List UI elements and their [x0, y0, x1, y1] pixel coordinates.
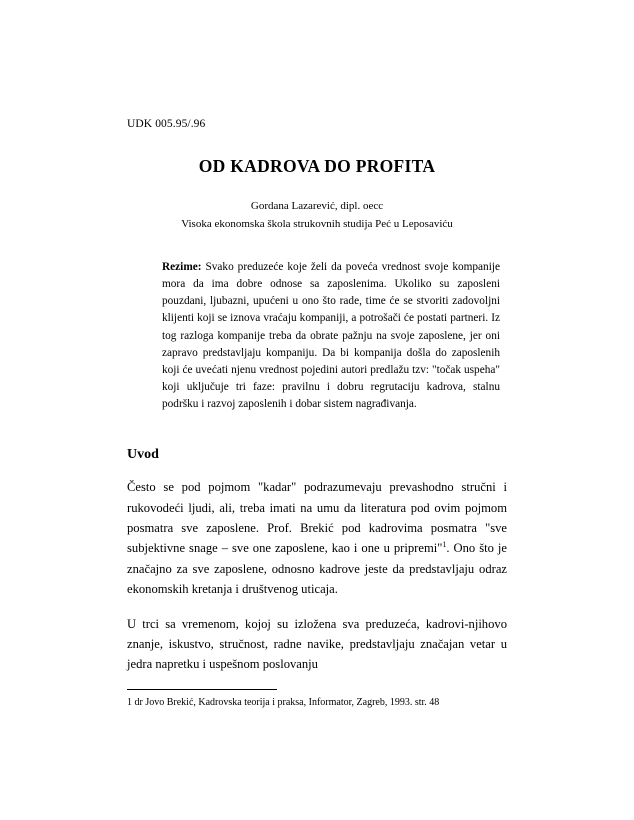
abstract-text: Svako preduzeće koje želi da poveća vrednost svoje kompanije mora da ima dobre odnose sa zaposlenima. Ukoliko su zaposleni pouzdani, ljubazni, upućeni u ono što rade, time će se stvoriti zadovoljni klijenti koji se iznova vraćaju kompaniji, a potrošači će postati partneri. Iz tog razloga kompanije treba da obrate pažnju na svoje zaposlene, jer oni zapravo predstavljaju kompaniju. Da bi kompanija došla do zaposlenih koji će uvećati njenu vrednost pojedini autori predlažu tzv: "točak uspeha" koji uključuje tri faze: pravilnu i dobru regrutaciju kadrova, stalnu podršku i razvoj zaposlenih i dobar sistem nagrađivanja. — [162, 260, 500, 411]
footnote-1: 1 dr Jovo Brekić, Kadrovska teorija i praksa, Informator, Zagreb, 1993. str. 48 — [127, 696, 440, 708]
paragraph-1-text-a: Često se pod pojmom "kadar" podrazumevaju prevashodno stručni i rukovodeći ljudi, ali, treba imati na umu da literatura pod ovim pojmom posmatra sve zaposlene. Prof. Brekić pod kadrovima posmatra "sve subjektivne snage – sve one zaposlene, kao i one u pripremi" — [127, 480, 507, 556]
paragraph-1 — [127, 477, 507, 599]
paragraph-2: U trci sa vremenom, kojoj su izložena sva preduzeća, kadrovi-njihovo znanje, iskustvo, stručnost, radne navike, predstavljaju značajan vetar u jedra napretku i uspešnom poslovanju — [127, 616, 507, 672]
section-heading-uvod: Uvod — [127, 447, 159, 463]
udk-code: UDK 005.95/.96 — [127, 118, 206, 130]
footnote-marker-1: 1 — [442, 540, 447, 550]
abstract-label: Rezime: — [162, 260, 202, 273]
paragraph-1-text-b: . Ono što je značajno za sve zaposlene, odnosno kadrove jeste da predstavljaju odraz ekonomskih kretanja i društvenog uticaja. — [127, 541, 507, 597]
document-content — [127, 118, 507, 710]
footnote-separator — [127, 689, 277, 690]
page-title: OD KADROVA DO PROFITA — [198, 156, 436, 176]
author-name: Gordana Lazarević, dipl. oecc — [250, 200, 384, 212]
author-affiliation: Visoka ekonomska škola strukovnih studija Peć u Leposaviću — [181, 217, 453, 230]
abstract-block — [162, 259, 500, 413]
